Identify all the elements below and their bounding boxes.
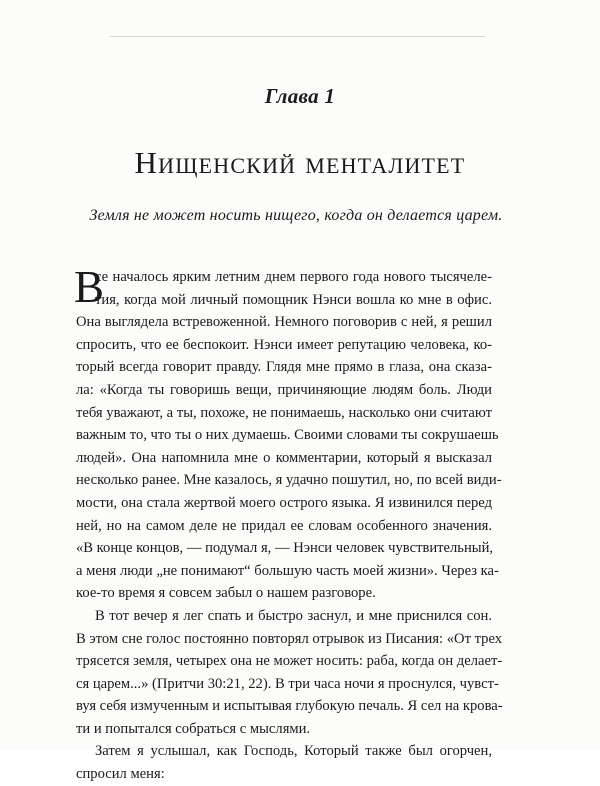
paragraph-1-line-6: ла: «Когда ты говоришь вещи, причиняющие людям боль. Люди [76, 381, 492, 398]
paragraph-2-line-1: В тот вечер я лег спать и быстро заснул, и мне приснился сон. [95, 607, 492, 624]
paragraph-2-line-6: ти и попытался собраться с мыслями. [76, 720, 311, 737]
paragraph-1 [74, 262, 502, 605]
paragraph-1-line-11: мости, она стала жертвой моего острого языка. Я извинился перед [76, 494, 492, 511]
paragraph-1-line-13: «В конце концов, — подумал я, — Нэнси человек чувствительный, [76, 540, 494, 557]
show-through-header [110, 12, 485, 37]
paragraph-1-line-4: спросить, что ее беспокоит. Нэнси имеет репутацию человека, ко- [76, 336, 492, 353]
paragraph-2-line-3: трясется земля, четырех она не может носить: раба, когда он делает- [76, 653, 503, 670]
paragraph-1-line-8: важным то, что ты о них думаешь. Своими словами ты сокрушаешь [76, 427, 499, 444]
paragraph-1-line-9: людей». Она напомнила мне о комментарии, который я высказал [76, 449, 492, 466]
paragraph-1-line-14: а меня люди „не понимают“ большую часть моей жизни». Через ка- [76, 562, 499, 579]
paragraph-3-line-2: спросил меня: [76, 766, 165, 783]
chapter-body [74, 262, 503, 786]
paragraph-1-line-3: Она выглядела встревоженной. Немного поговорив с ней, я решил [76, 314, 492, 331]
paragraph-1-line-12: ней, но на самом деле не придал ее словам особенного значения. [76, 517, 492, 534]
paragraph-2 [76, 605, 503, 741]
paragraph-1-line-10: несколько ранее. Мне казалось, я удачно пошутил, но, по всей види- [76, 472, 502, 489]
epigraph: Земля не может носить нищего, когда он делается царем. [89, 207, 503, 224]
paragraph-3 [76, 740, 492, 785]
chapter-label: Глава 1 [264, 84, 336, 108]
chapter-title: Нищенский менталитет [134, 145, 466, 180]
paragraph-1-line-15: кое-то время я совсем забыл о нашем разговоре. [76, 585, 376, 602]
paragraph-1-line-5: торый всегда говорит правду. Глядя мне прямо в глаза, она сказа- [76, 359, 492, 376]
paragraph-1-line-7: тебя уважают, а ты, похоже, не понимаешь, насколько они считают [76, 404, 492, 421]
paragraph-1-line-2: тия, когда мой личный помощник Нэнси вошла ко мне в офис. [95, 291, 492, 308]
paragraph-2-line-2: В этом сне голос постоянно повторял отрывок из Писания: «От трех [76, 630, 503, 647]
paragraph-3-line-1: Затем я услышал, как Господь, Который также был огорчен, [95, 743, 492, 760]
paragraph-2-line-4: ся царем...» (Притчи 30:21, 22). В три часа ночи я проснулся, чувст- [76, 675, 499, 692]
paragraph-1-line-1-text: се началось ярким летним днем первого года нового тысячеле- [95, 269, 492, 285]
drop-cap: В [74, 262, 105, 312]
paragraph-2-line-5: вуя себя измученным и испытывая глубокую печаль. Я сел на крова- [76, 698, 503, 715]
